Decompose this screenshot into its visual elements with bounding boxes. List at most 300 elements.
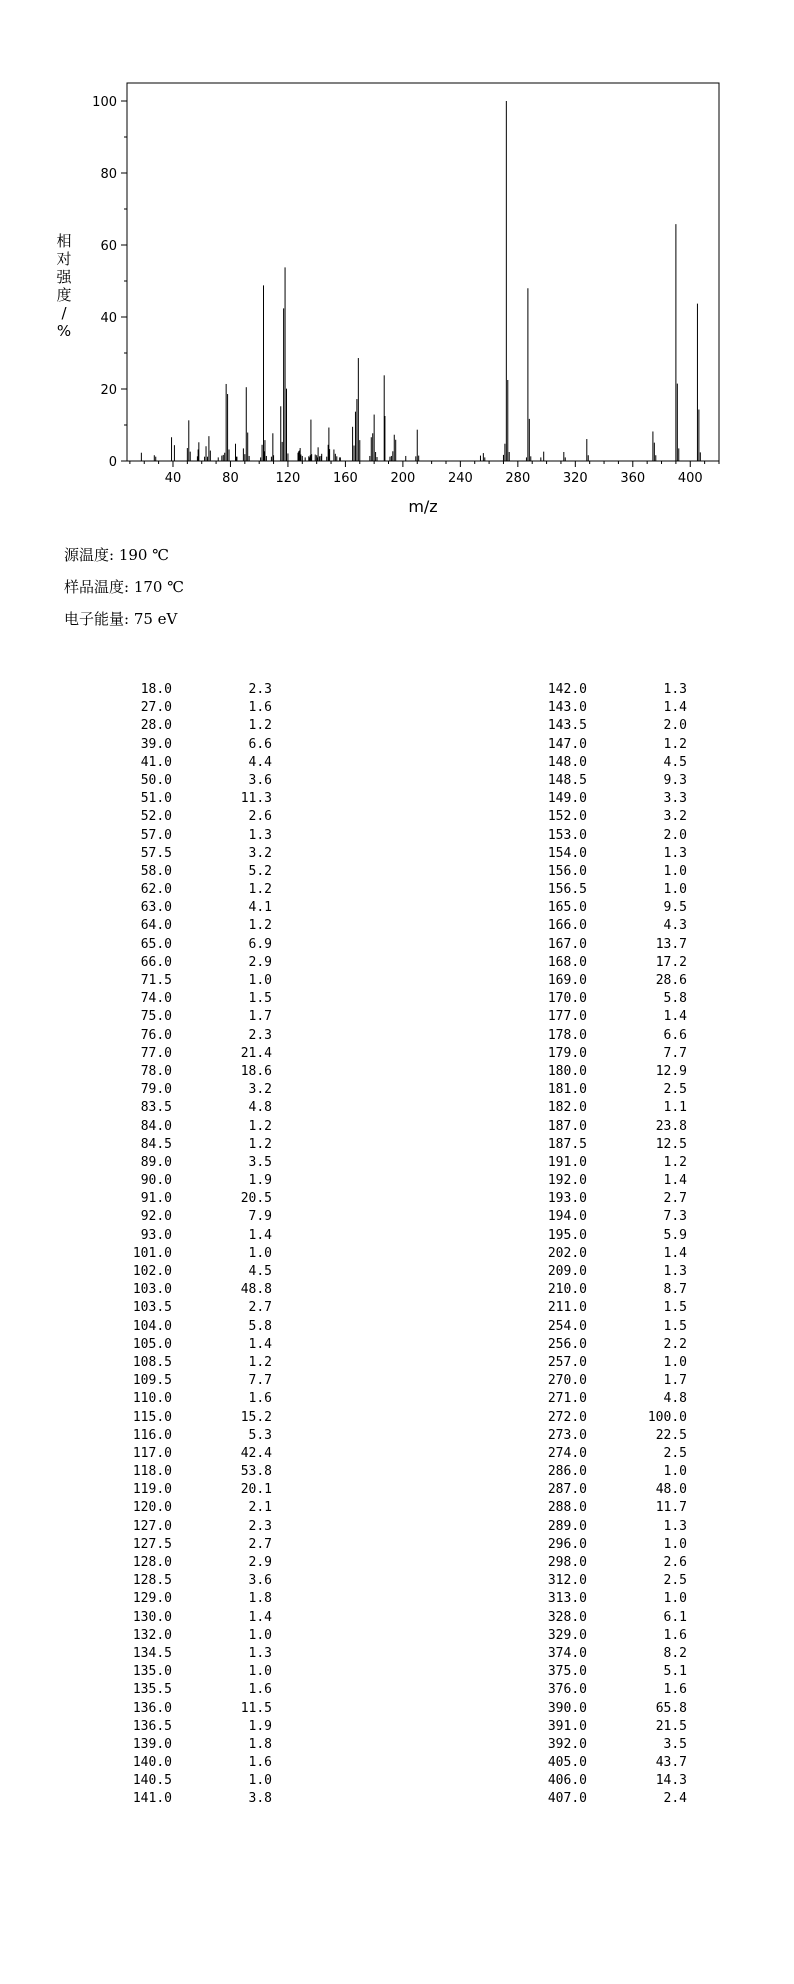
peak-intensity-value: 3.8 (248, 1791, 272, 1807)
peak-mz-value: 41.0 (140, 754, 172, 770)
table-row (525, 954, 687, 972)
peak-mz-value: 181.0 (547, 1082, 587, 1098)
peak-intensity-value: 1.0 (663, 882, 687, 898)
table-row (525, 1190, 687, 1208)
peak-intensity-value: 1.9 (248, 1173, 272, 1189)
peak-mz-value: 139.0 (132, 1736, 172, 1752)
x-tick-label: 240 (447, 471, 473, 486)
peak-mz-value: 407.0 (547, 1791, 587, 1807)
peak-mz-value: 156.5 (547, 882, 587, 898)
table-row (110, 1790, 272, 1808)
table-row (110, 1172, 272, 1190)
peak-mz-value: 115.0 (132, 1409, 172, 1425)
table-row (525, 1609, 687, 1627)
peak-intensity-value: 1.4 (663, 1173, 687, 1189)
peak-mz-value: 58.0 (140, 863, 172, 879)
table-row (110, 972, 272, 990)
peak-mz-value: 104.0 (132, 1318, 172, 1334)
peak-mz-value: 136.5 (132, 1718, 172, 1734)
mass-spectrum-chart (0, 0, 794, 520)
table-row (110, 899, 272, 917)
peak-table-left (110, 681, 272, 1809)
peak-intensity-value: 17.2 (655, 954, 687, 970)
y-tick-label: 0 (108, 455, 117, 470)
table-row (110, 1281, 272, 1299)
peak-table-right (525, 681, 687, 1809)
table-row (110, 1136, 272, 1154)
table-row (110, 936, 272, 954)
peak-mz-value: 153.0 (547, 827, 587, 843)
peak-mz-value: 329.0 (547, 1627, 587, 1643)
table-row (110, 1372, 272, 1390)
table-row (525, 936, 687, 954)
y-tick-label: 40 (100, 311, 117, 326)
peak-mz-value: 102.0 (132, 1264, 172, 1279)
peak-intensity-value: 3.2 (663, 809, 687, 825)
table-row (525, 1645, 687, 1663)
peak-mz-value: 127.5 (132, 1536, 172, 1552)
peak-intensity-value: 9.5 (663, 900, 687, 916)
peak-intensity-value: 6.6 (663, 1027, 687, 1043)
peak-intensity-value: 1.5 (248, 991, 272, 1007)
peak-mz-value: 147.0 (547, 736, 587, 752)
peak-intensity-value: 12.5 (655, 1136, 687, 1152)
peak-mz-value: 39.0 (140, 736, 172, 752)
peak-intensity-value: 1.0 (248, 1773, 272, 1789)
table-row (525, 1045, 687, 1063)
peak-mz-value: 50.0 (140, 772, 172, 788)
peak-mz-value: 298.0 (547, 1555, 587, 1570)
peak-intensity-value: 7.3 (663, 1209, 687, 1225)
peak-intensity-value: 1.0 (663, 1464, 687, 1480)
y-tick-label: 20 (100, 383, 117, 398)
peak-mz-value: 120.0 (132, 1500, 172, 1516)
table-row (525, 1572, 687, 1590)
peak-mz-value: 64.0 (140, 918, 172, 934)
peak-intensity-value: 4.8 (248, 1100, 272, 1116)
x-tick-label: 280 (505, 471, 531, 486)
peak-mz-value: 83.5 (140, 1100, 172, 1116)
source-temperature: 源温度: 190 ℃ (64, 546, 170, 564)
peak-mz-value: 187.5 (547, 1136, 587, 1152)
peak-intensity-value: 7.7 (248, 1373, 272, 1389)
table-row (525, 1736, 687, 1754)
y-tick-label: 60 (100, 239, 117, 254)
peak-mz-value: 130.0 (132, 1609, 172, 1625)
peak-mz-value: 51.0 (140, 791, 172, 807)
table-row (110, 1427, 272, 1445)
table-row (525, 1536, 687, 1554)
peak-mz-value: 84.5 (140, 1136, 172, 1152)
table-row (525, 1299, 687, 1317)
peak-intensity-value: 4.5 (248, 1264, 272, 1279)
peak-mz-value: 287.0 (547, 1482, 587, 1498)
peak-mz-value: 136.0 (132, 1700, 172, 1716)
peak-mz-value: 274.0 (547, 1445, 587, 1461)
table-row (525, 1754, 687, 1772)
peak-mz-value: 127.0 (132, 1518, 172, 1534)
table-row (525, 917, 687, 935)
table-row (525, 808, 687, 826)
table-row (110, 717, 272, 735)
peak-mz-value: 18.0 (140, 682, 172, 697)
peak-mz-value: 66.0 (140, 954, 172, 970)
peak-intensity-value: 2.3 (248, 1518, 272, 1534)
table-row (110, 845, 272, 863)
peak-mz-value: 135.0 (132, 1664, 172, 1680)
table-row (110, 1027, 272, 1045)
peak-mz-value: 57.5 (140, 845, 172, 861)
peak-intensity-value: 1.3 (248, 1645, 272, 1661)
x-tick-label: 400 (677, 471, 703, 486)
peak-mz-value: 134.5 (132, 1645, 172, 1661)
table-row (525, 845, 687, 863)
table-row (110, 1354, 272, 1372)
peak-mz-value: 328.0 (547, 1609, 587, 1625)
peak-intensity-value: 2.9 (248, 1555, 272, 1570)
peak-mz-value: 142.0 (547, 682, 587, 697)
peak-intensity-value: 2.3 (248, 682, 272, 697)
table-row (110, 754, 272, 772)
table-row (110, 1063, 272, 1081)
table-row (525, 972, 687, 990)
peak-mz-value: 288.0 (547, 1500, 587, 1516)
peak-intensity-value: 2.0 (663, 718, 687, 734)
peak-mz-value: 140.0 (132, 1755, 172, 1771)
peak-mz-value: 62.0 (140, 882, 172, 898)
table-row (110, 827, 272, 845)
peak-mz-value: 286.0 (547, 1464, 587, 1480)
table-row (110, 736, 272, 754)
peak-mz-value: 257.0 (547, 1354, 587, 1370)
peak-intensity-value: 1.2 (248, 718, 272, 734)
table-row (110, 1154, 272, 1172)
peak-mz-value: 211.0 (547, 1300, 587, 1316)
peak-mz-value: 103.5 (132, 1300, 172, 1316)
peak-intensity-value: 1.2 (663, 736, 687, 752)
peak-intensity-value: 1.0 (663, 1536, 687, 1552)
peak-intensity-value: 1.6 (248, 700, 272, 716)
peak-mz-value: 79.0 (140, 1082, 172, 1098)
table-row (110, 1736, 272, 1754)
table-row (525, 790, 687, 808)
peak-intensity-value: 1.0 (248, 1245, 272, 1261)
table-row (525, 1099, 687, 1117)
table-row (110, 1518, 272, 1536)
peak-intensity-value: 1.2 (663, 1154, 687, 1170)
table-row (110, 1663, 272, 1681)
peak-intensity-value: 4.1 (248, 900, 272, 916)
peak-mz-value: 91.0 (140, 1191, 172, 1207)
peak-mz-value: 254.0 (547, 1318, 587, 1334)
peak-intensity-value: 1.4 (248, 1609, 272, 1625)
table-row (525, 1463, 687, 1481)
peak-mz-value: 390.0 (547, 1700, 587, 1716)
table-row (525, 1772, 687, 1790)
table-row (110, 1627, 272, 1645)
table-row (525, 1427, 687, 1445)
peak-mz-value: 63.0 (140, 900, 172, 916)
table-row (110, 917, 272, 935)
peak-intensity-value: 48.8 (240, 1282, 272, 1298)
peak-intensity-value: 15.2 (240, 1409, 272, 1425)
table-row (525, 1245, 687, 1263)
peak-intensity-value: 4.4 (248, 754, 272, 770)
peak-mz-value: 289.0 (547, 1518, 587, 1534)
x-tick-label: 360 (620, 471, 646, 486)
table-row (110, 1590, 272, 1608)
table-row (110, 808, 272, 826)
peak-intensity-value: 21.5 (655, 1718, 687, 1734)
table-row (525, 681, 687, 699)
peak-mz-value: 135.5 (132, 1682, 172, 1698)
table-row (110, 772, 272, 790)
table-row (525, 1499, 687, 1517)
peak-mz-value: 178.0 (547, 1027, 587, 1043)
peak-mz-value: 313.0 (547, 1591, 587, 1607)
x-tick-label: 80 (222, 471, 239, 486)
peak-mz-value: 180.0 (547, 1063, 587, 1079)
peak-mz-value: 391.0 (547, 1718, 587, 1734)
table-row (525, 863, 687, 881)
peak-intensity-value: 1.9 (248, 1718, 272, 1734)
peak-mz-value: 179.0 (547, 1045, 587, 1061)
peak-intensity-value: 1.7 (663, 1373, 687, 1389)
peak-intensity-value: 1.0 (663, 863, 687, 879)
table-row (525, 1700, 687, 1718)
peak-mz-value: 92.0 (140, 1209, 172, 1225)
peak-mz-value: 195.0 (547, 1227, 587, 1243)
peak-intensity-value: 1.3 (248, 827, 272, 843)
electron-energy: 电子能量: 75 eV (64, 610, 178, 628)
peak-mz-value: 166.0 (547, 918, 587, 934)
peak-intensity-value: 1.6 (663, 1627, 687, 1643)
peak-intensity-value: 1.3 (663, 845, 687, 861)
table-row (525, 990, 687, 1008)
table-row (110, 1463, 272, 1481)
peak-intensity-value: 1.4 (663, 1245, 687, 1261)
peak-mz-value: 375.0 (547, 1664, 587, 1680)
peak-intensity-value: 48.0 (655, 1482, 687, 1498)
peak-intensity-value: 3.5 (663, 1736, 687, 1752)
peak-intensity-value: 1.8 (248, 1591, 272, 1607)
peak-intensity-value: 1.6 (248, 1682, 272, 1698)
peak-intensity-value: 1.2 (248, 1136, 272, 1152)
table-row (525, 1409, 687, 1427)
peak-mz-value: 210.0 (547, 1282, 587, 1298)
peak-mz-value: 270.0 (547, 1373, 587, 1389)
peak-mz-value: 71.5 (140, 973, 172, 988)
table-row (110, 1645, 272, 1663)
peak-mz-value: 89.0 (140, 1154, 172, 1170)
peak-intensity-value: 20.5 (240, 1191, 272, 1207)
table-row (110, 1263, 272, 1281)
table-row (525, 1390, 687, 1408)
peak-mz-value: 116.0 (132, 1427, 172, 1443)
table-row (525, 1227, 687, 1245)
peak-intensity-value: 4.8 (663, 1391, 687, 1407)
x-tick-label: 320 (562, 471, 588, 486)
table-row (525, 899, 687, 917)
table-row (525, 1590, 687, 1608)
peak-mz-value: 76.0 (140, 1027, 172, 1043)
table-row (110, 1081, 272, 1099)
peak-intensity-value: 1.1 (663, 1100, 687, 1116)
peak-mz-value: 75.0 (140, 1009, 172, 1025)
table-row (525, 881, 687, 899)
peak-intensity-value: 65.8 (655, 1700, 687, 1716)
peak-intensity-value: 2.6 (248, 809, 272, 825)
peak-intensity-value: 3.5 (248, 1154, 272, 1170)
peak-intensity-value: 4.5 (663, 754, 687, 770)
peak-mz-value: 405.0 (547, 1755, 587, 1771)
table-row (110, 1299, 272, 1317)
peak-intensity-value: 2.3 (248, 1027, 272, 1043)
table-row (525, 754, 687, 772)
peak-intensity-value: 28.6 (655, 973, 687, 988)
peak-mz-value: 376.0 (547, 1682, 587, 1698)
peak-intensity-value: 3.2 (248, 1082, 272, 1098)
peak-mz-value: 105.0 (132, 1336, 172, 1352)
table-row (525, 736, 687, 754)
peak-intensity-value: 1.4 (248, 1336, 272, 1352)
y-axis-title: 相对强度/ % (56, 232, 72, 340)
table-row (525, 717, 687, 735)
peak-intensity-value: 1.7 (248, 1009, 272, 1025)
table-row (525, 1208, 687, 1226)
peak-mz-value: 65.0 (140, 936, 172, 952)
table-row (525, 1118, 687, 1136)
table-row (110, 863, 272, 881)
peak-intensity-value: 2.4 (663, 1791, 687, 1807)
peak-mz-value: 312.0 (547, 1573, 587, 1589)
peak-intensity-value: 5.8 (248, 1318, 272, 1334)
peak-intensity-value: 5.3 (248, 1427, 272, 1443)
table-row (525, 1790, 687, 1808)
peak-intensity-value: 14.3 (655, 1773, 687, 1789)
peak-intensity-value: 2.5 (663, 1445, 687, 1461)
peak-intensity-value: 2.7 (248, 1300, 272, 1316)
peak-intensity-value: 6.6 (248, 736, 272, 752)
peak-mz-value: 272.0 (547, 1409, 587, 1425)
peak-intensity-value: 1.5 (663, 1300, 687, 1316)
table-row (110, 990, 272, 1008)
peak-intensity-value: 1.8 (248, 1736, 272, 1752)
peak-intensity-value: 11.5 (240, 1700, 272, 1716)
table-row (110, 1700, 272, 1718)
peak-intensity-value: 1.0 (663, 1591, 687, 1607)
peak-mz-value: 143.0 (547, 700, 587, 716)
peak-intensity-value: 5.1 (663, 1664, 687, 1680)
peak-mz-value: 141.0 (132, 1791, 172, 1807)
peak-mz-value: 273.0 (547, 1427, 587, 1443)
table-row (110, 1754, 272, 1772)
peak-mz-value: 28.0 (140, 718, 172, 734)
table-row (110, 1772, 272, 1790)
peak-intensity-value: 8.7 (663, 1282, 687, 1298)
peak-mz-value: 209.0 (547, 1264, 587, 1279)
x-tick-label: 120 (275, 471, 301, 486)
peak-intensity-value: 1.2 (248, 1118, 272, 1134)
peak-intensity-value: 7.7 (663, 1045, 687, 1061)
table-row (110, 1409, 272, 1427)
peak-intensity-value: 2.9 (248, 954, 272, 970)
table-row (525, 1154, 687, 1172)
peak-intensity-value: 2.0 (663, 827, 687, 843)
table-row (110, 954, 272, 972)
peak-intensity-value: 3.3 (663, 791, 687, 807)
sample-temperature: 样品温度: 170 ℃ (64, 578, 185, 596)
table-row (110, 1099, 272, 1117)
peak-mz-value: 90.0 (140, 1173, 172, 1189)
y-tick-label: 100 (92, 95, 117, 110)
peak-intensity-value: 18.6 (240, 1063, 272, 1079)
table-row (110, 1227, 272, 1245)
peak-intensity-value: 2.1 (248, 1500, 272, 1516)
peak-mz-value: 129.0 (132, 1591, 172, 1607)
peak-intensity-value: 1.0 (248, 1627, 272, 1643)
peak-mz-value: 187.0 (547, 1118, 587, 1134)
peak-mz-value: 143.5 (547, 718, 587, 734)
peak-mz-value: 152.0 (547, 809, 587, 825)
peak-mz-value: 78.0 (140, 1063, 172, 1079)
peak-intensity-value: 9.3 (663, 772, 687, 788)
peak-intensity-value: 11.7 (655, 1500, 687, 1516)
table-row (525, 699, 687, 717)
table-row (525, 1136, 687, 1154)
peak-mz-value: 202.0 (547, 1245, 587, 1261)
peak-mz-value: 177.0 (547, 1009, 587, 1025)
peak-mz-value: 110.0 (132, 1391, 172, 1407)
table-row (110, 1554, 272, 1572)
table-row (525, 1318, 687, 1336)
peak-intensity-value: 42.4 (240, 1445, 272, 1461)
peak-mz-value: 148.5 (547, 772, 587, 788)
peak-mz-value: 148.0 (547, 754, 587, 770)
table-row (525, 1445, 687, 1463)
peak-mz-value: 128.5 (132, 1573, 172, 1589)
peak-mz-value: 103.0 (132, 1282, 172, 1298)
peak-mz-value: 93.0 (140, 1227, 172, 1243)
table-row (525, 1718, 687, 1736)
peak-mz-value: 52.0 (140, 809, 172, 825)
peak-intensity-value: 2.7 (248, 1536, 272, 1552)
table-row (110, 1445, 272, 1463)
peak-mz-value: 169.0 (547, 973, 587, 988)
table-row (110, 1045, 272, 1063)
peak-intensity-value: 100.0 (647, 1409, 687, 1425)
table-row (525, 1263, 687, 1281)
table-row (110, 1208, 272, 1226)
table-row (110, 1718, 272, 1736)
peak-intensity-value: 12.9 (655, 1063, 687, 1079)
x-axis (130, 461, 719, 486)
table-row (525, 1372, 687, 1390)
peak-mz-value: 132.0 (132, 1627, 172, 1643)
peak-mz-value: 296.0 (547, 1536, 587, 1552)
table-row (525, 1518, 687, 1536)
peak-intensity-value: 5.8 (663, 991, 687, 1007)
peak-intensity-value: 2.5 (663, 1082, 687, 1098)
table-row (110, 1681, 272, 1699)
peak-intensity-value: 1.4 (663, 1009, 687, 1025)
y-axis (92, 95, 127, 470)
peak-intensity-value: 6.9 (248, 936, 272, 952)
peak-intensity-value: 2.5 (663, 1573, 687, 1589)
table-row (525, 1627, 687, 1645)
peak-intensity-value: 1.3 (663, 1264, 687, 1279)
peak-mz-value: 149.0 (547, 791, 587, 807)
